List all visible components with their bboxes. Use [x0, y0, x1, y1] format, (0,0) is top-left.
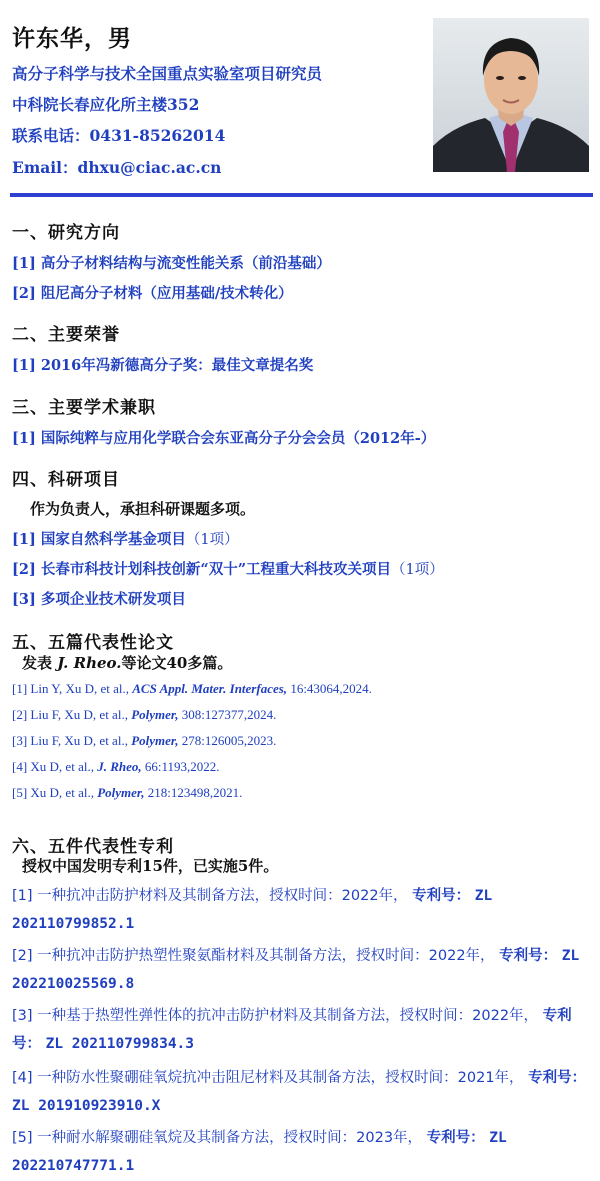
paper-authors: [4] Xu D, et al., — [12, 759, 98, 774]
papers-intro-post: 等论文40多篇。 — [121, 654, 233, 672]
patent-key-label: 专利号： — [528, 1070, 587, 1086]
patent-text: [5] 一种耐水解聚硼硅氧烷及其制备方法，授权时间：2023年， — [12, 1130, 423, 1146]
patent-number: ZL 202110799852.1 — [12, 888, 493, 932]
patent-item — [12, 1124, 588, 1180]
paper-item — [12, 759, 220, 775]
project-item-note: （1项） — [391, 562, 444, 578]
patent-text: [3] 一种基于热塑性弹性体的抗冲击防护材料及其制备方法，授权时间：2022年， — [12, 1008, 539, 1024]
patent-number: ZL 201910923910.X — [12, 1098, 161, 1114]
paper-item — [12, 681, 372, 697]
patent-key-label: 专利号： — [12, 1008, 572, 1052]
papers-intro-pre: 发表 — [22, 654, 58, 672]
section-title-projects: 四、科研项目 — [12, 470, 120, 490]
person-name: 许东华，男 — [12, 25, 132, 52]
project-item-note: （1项） — [185, 532, 239, 548]
email-address: Email：dhxu@ciac.ac.cn — [12, 158, 222, 177]
position-item: [1] 国际纯粹与应用化学联合会东亚高分子分会会员（2012年-） — [12, 430, 436, 447]
honor-item: [1] 2016年冯新德高分子奖：最佳文章提名奖 — [12, 357, 314, 374]
phone-number: 联系电话：0431-85262014 — [12, 126, 226, 145]
portrait-image — [433, 18, 589, 172]
patent-item — [12, 882, 588, 938]
research-item: [2] 阻尼高分子材料（应用基础/技术转化） — [12, 285, 293, 302]
patent-item — [12, 1002, 588, 1058]
paper-authors: [3] Liu F, Xu D, et al., — [12, 733, 132, 748]
paper-journal: J. Rheo, — [97, 759, 142, 774]
paper-authors: [2] Liu F, Xu D, et al., — [12, 707, 132, 722]
papers-intro-journal: J. Rheo. — [57, 654, 122, 672]
paper-citation: 218:123498,2021. — [144, 785, 243, 800]
paper-item — [12, 785, 242, 801]
header-divider — [10, 193, 593, 197]
project-item — [12, 528, 239, 549]
paper-authors: [5] Xu D, et al., — [12, 785, 98, 800]
paper-citation: 278:126005,2023. — [178, 733, 277, 748]
projects-intro: 作为负责人，承担科研课题多项。 — [30, 500, 256, 518]
papers-intro — [22, 652, 232, 673]
portrait-photo — [433, 18, 589, 172]
paper-journal: ACS Appl. Mater. Interfaces, — [132, 681, 288, 696]
section-title-patents: 六、五件代表性专利 — [12, 837, 174, 857]
research-item: [1] 高分子材料结构与流变性能关系（前沿基础） — [12, 255, 331, 272]
section-title-positions: 三、主要学术兼职 — [12, 398, 156, 418]
project-item-text: [1] 国家自然科学基金项目 — [12, 531, 186, 548]
patent-number: ZL 202210747771.1 — [12, 1130, 507, 1174]
patent-text: [4] 一种防水性聚硼硅氧烷抗冲击阻尼材料及其制备方法，授权时间：2021年， — [12, 1070, 524, 1086]
patent-number: ZL 202210025569.8 — [12, 948, 580, 992]
project-item-text: [3] 多项企业技术研发项目 — [12, 591, 186, 608]
patent-text: [2] 一种抗冲击防护热塑性聚氨酯材料及其制备方法，授权时间：2022年， — [12, 948, 495, 964]
section-title-honors: 二、主要荣誉 — [12, 325, 120, 345]
paper-item — [12, 733, 276, 749]
patents-intro: 授权中国发明专利15件，已实施5件。 — [22, 857, 279, 875]
patent-item — [12, 942, 588, 998]
section-title-research: 一、研究方向 — [12, 223, 120, 243]
paper-citation: 308:127377,2024. — [178, 707, 277, 722]
job-title: 高分子科学与技术全国重点实验室项目研究员 — [12, 64, 323, 83]
patent-text: [1] 一种抗冲击防护材料及其制备方法，授权时间：2022年， — [12, 888, 408, 904]
paper-journal: Polymer, — [97, 785, 145, 800]
patent-item — [12, 1064, 588, 1120]
patent-number: ZL 202110799834.3 — [45, 1036, 195, 1052]
patent-key-label: 专利号： — [499, 948, 558, 964]
paper-journal: Polymer, — [131, 733, 179, 748]
project-item-text: [2] 长春市科技计划科技创新“双十”工程重大科技攻关项目 — [12, 561, 392, 578]
project-item — [12, 558, 444, 579]
paper-citation: 16:43064,2024. — [287, 681, 372, 696]
paper-item — [12, 707, 276, 723]
project-item — [12, 588, 186, 609]
patent-key-label: 专利号： — [412, 888, 471, 904]
patent-key-label: 专利号： — [426, 1130, 485, 1146]
paper-journal: Polymer, — [131, 707, 179, 722]
section-title-papers: 五、五篇代表性论文 — [12, 633, 174, 653]
paper-authors: [1] Lin Y, Xu D, et al., — [12, 681, 133, 696]
paper-citation: 66:1193,2022. — [141, 759, 220, 774]
office-address: 中科院长春应化所主楼352 — [12, 95, 200, 114]
